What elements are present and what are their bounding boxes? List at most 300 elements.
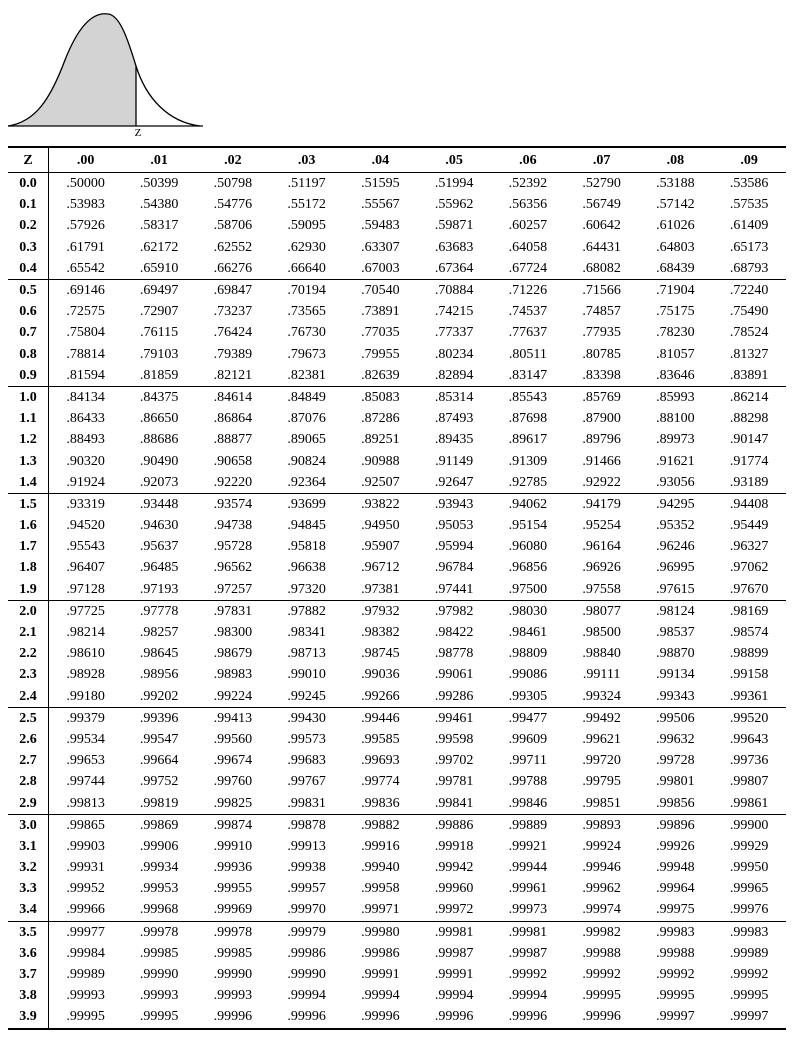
probability-cell: .95994	[434, 539, 474, 555]
probability-cell: .90320	[66, 453, 105, 469]
z-label: Z	[134, 127, 142, 139]
probability-cell: .99996	[196, 1006, 270, 1028]
table-row	[8, 985, 786, 1006]
probability-cell: .95154	[508, 518, 548, 534]
probability-cell: .99979	[270, 921, 344, 943]
probability-cell: .99962	[582, 881, 621, 897]
probability-cell: .63307	[361, 239, 400, 255]
probability-cell: .97982	[417, 600, 491, 622]
probability-cell: .59483	[361, 218, 400, 234]
probability-cell: .98500	[582, 625, 621, 641]
probability-cell: .54380	[139, 197, 179, 213]
table-row	[8, 386, 786, 408]
probability-cell: .99861	[729, 795, 769, 811]
probability-cell: .98713	[287, 646, 326, 662]
z-value-cell: 1.5	[8, 493, 49, 515]
probability-cell: .99985	[139, 945, 179, 961]
probability-cell: .99994	[287, 988, 326, 1004]
probability-cell: .99683	[287, 753, 326, 769]
probability-cell: .94295	[639, 493, 713, 515]
probability-cell: .83398	[582, 367, 621, 383]
probability-cell: .82639	[361, 367, 400, 383]
probability-cell: .99632	[656, 731, 695, 747]
z-value-cell: 1.1	[8, 408, 49, 429]
probability-cell: .99995	[656, 988, 695, 1004]
probability-cell: .75490	[729, 304, 769, 320]
probability-cell: .99856	[656, 795, 695, 811]
probability-cell: .99492	[565, 707, 639, 729]
probability-cell: .98983	[213, 667, 253, 683]
probability-cell: .76730	[287, 325, 326, 341]
probability-cell: .99702	[434, 753, 474, 769]
probability-cell: .94408	[712, 493, 786, 515]
probability-cell: .99996	[417, 1006, 491, 1028]
probability-cell: .99913	[287, 838, 326, 854]
probability-cell: .53983	[66, 197, 105, 213]
table-row	[8, 215, 786, 236]
probability-cell: .85993	[639, 386, 713, 408]
column-header: .06	[491, 147, 565, 173]
probability-cell: .60257	[508, 218, 548, 234]
probability-cell: .99134	[656, 667, 695, 683]
probability-cell: .97558	[582, 581, 621, 597]
probability-cell: .51595	[361, 176, 400, 192]
probability-cell: .86433	[66, 411, 105, 427]
probability-cell: .98214	[66, 625, 105, 641]
probability-cell: .64058	[508, 239, 548, 255]
probability-cell: .98778	[434, 646, 474, 662]
table-row	[8, 857, 786, 878]
probability-cell: .99955	[213, 881, 253, 897]
probability-cell: .96246	[656, 539, 695, 555]
probability-cell: .99446	[344, 707, 418, 729]
probability-cell: .99938	[287, 860, 326, 876]
probability-cell: .99964	[656, 881, 695, 897]
z-value-cell: 0.5	[8, 279, 49, 301]
probability-cell: .81594	[66, 367, 105, 383]
column-header: .03	[270, 147, 344, 173]
probability-cell: .68439	[656, 260, 695, 276]
probability-cell: .99977	[49, 921, 123, 943]
probability-cell: .99990	[139, 967, 179, 983]
probability-cell: .99598	[434, 731, 474, 747]
probability-cell: .99910	[213, 838, 253, 854]
probability-cell: .70540	[344, 279, 418, 301]
probability-cell: .99643	[729, 731, 769, 747]
table-row	[8, 429, 786, 450]
probability-cell: .99801	[656, 774, 695, 790]
probability-cell: .93448	[122, 493, 196, 515]
column-header: .01	[122, 147, 196, 173]
table-row	[8, 408, 786, 429]
probability-cell: .84375	[122, 386, 196, 408]
probability-cell: .55567	[361, 197, 400, 213]
probability-cell: .99990	[287, 967, 326, 983]
z-value-cell: 0.1	[8, 194, 49, 215]
probability-cell: .70194	[270, 279, 344, 301]
probability-cell: .50399	[139, 176, 179, 192]
probability-cell: .99878	[270, 814, 344, 836]
probability-cell: .82894	[434, 367, 474, 383]
probability-cell: .99924	[582, 838, 621, 854]
probability-cell: .99974	[582, 902, 621, 918]
probability-cell: .79103	[139, 346, 179, 362]
probability-cell: .80785	[582, 346, 621, 362]
probability-cell: .89065	[287, 432, 326, 448]
probability-cell: .99952	[66, 881, 105, 897]
probability-cell: .55962	[434, 197, 474, 213]
header-row	[8, 147, 786, 173]
probability-cell: .99993	[139, 988, 179, 1004]
probability-cell: .68082	[582, 260, 621, 276]
probability-cell: .99992	[582, 967, 621, 983]
column-header: .02	[196, 147, 270, 173]
probability-cell: .99971	[361, 902, 400, 918]
probability-cell: .59095	[287, 218, 326, 234]
table-row	[8, 729, 786, 750]
probability-cell: .99573	[287, 731, 326, 747]
z-value-cell: 1.8	[8, 557, 49, 578]
probability-cell: .99929	[729, 838, 769, 854]
probability-cell: .92364	[287, 474, 326, 490]
probability-cell: .98257	[139, 625, 179, 641]
probability-cell: .93574	[196, 493, 270, 515]
z-value-cell: 3.3	[8, 878, 49, 899]
probability-cell: .81859	[139, 367, 179, 383]
probability-cell: .74215	[434, 304, 474, 320]
probability-cell: .59871	[434, 218, 474, 234]
probability-cell: .80511	[508, 346, 547, 362]
table-row	[8, 686, 786, 708]
probability-cell: .86650	[139, 411, 179, 427]
probability-cell: .99965	[729, 881, 769, 897]
probability-cell: .90988	[361, 453, 400, 469]
probability-cell: .84614	[196, 386, 270, 408]
probability-cell: .99111	[582, 667, 621, 683]
probability-cell: .99795	[582, 774, 621, 790]
probability-cell: .85083	[344, 386, 418, 408]
table-row	[8, 194, 786, 215]
probability-cell: .87286	[361, 411, 400, 427]
z-value-cell: 3.4	[8, 899, 49, 921]
probability-cell: .99983	[712, 921, 786, 943]
probability-cell: .99953	[139, 881, 179, 897]
probability-cell: .60642	[582, 218, 621, 234]
probability-cell: .71566	[565, 279, 639, 301]
z-table	[8, 146, 786, 1030]
probability-cell: .95449	[729, 518, 769, 534]
probability-cell: .95352	[656, 518, 695, 534]
probability-cell: .98341	[287, 625, 326, 641]
probability-cell: .96856	[508, 560, 548, 576]
z-value-cell: 0.6	[8, 301, 49, 322]
probability-cell: .52392	[508, 176, 548, 192]
probability-cell: .99461	[417, 707, 491, 729]
probability-cell: .99995	[49, 1006, 123, 1028]
table-row	[8, 899, 786, 921]
probability-cell: .99896	[639, 814, 713, 836]
probability-cell: .97882	[270, 600, 344, 622]
probability-cell: .65173	[729, 239, 769, 255]
z-value-cell: 0.9	[8, 365, 49, 387]
probability-cell: .83646	[656, 367, 695, 383]
probability-cell: .68793	[729, 260, 769, 276]
probability-cell: .86864	[213, 411, 253, 427]
z-value-cell: 3.8	[8, 985, 49, 1006]
probability-cell: .72575	[66, 304, 105, 320]
probability-cell: .63683	[434, 239, 474, 255]
probability-cell: .97441	[434, 581, 474, 597]
z-value-cell: 1.7	[8, 536, 49, 557]
probability-cell: .88877	[213, 432, 253, 448]
probability-cell: .85769	[565, 386, 639, 408]
probability-cell: .99752	[139, 774, 179, 790]
probability-cell: .99774	[361, 774, 400, 790]
probability-cell: .99836	[361, 795, 400, 811]
probability-cell: .97932	[344, 600, 418, 622]
probability-cell: .99989	[66, 967, 105, 983]
probability-cell: .99994	[508, 988, 548, 1004]
probability-cell: .99988	[656, 945, 695, 961]
column-header: .04	[344, 147, 418, 173]
z-value-cell: 1.9	[8, 579, 49, 601]
probability-cell: .89973	[656, 432, 695, 448]
probability-cell: .88298	[729, 411, 769, 427]
probability-cell: .98840	[582, 646, 621, 662]
probability-cell: .64803	[656, 239, 695, 255]
probability-cell: .99981	[491, 921, 565, 943]
probability-cell: .95254	[582, 518, 621, 534]
probability-cell: .99831	[287, 795, 326, 811]
probability-cell: .89796	[582, 432, 621, 448]
table-row	[8, 237, 786, 258]
z-value-cell: 1.2	[8, 429, 49, 450]
table-row	[8, 301, 786, 322]
probability-cell: .89251	[361, 432, 400, 448]
probability-cell: .99996	[491, 1006, 565, 1028]
z-value-cell: 2.1	[8, 622, 49, 643]
probability-cell: .57535	[729, 197, 769, 213]
probability-cell: .98928	[66, 667, 105, 683]
probability-cell: .57142	[656, 197, 695, 213]
probability-cell: .99987	[508, 945, 548, 961]
probability-cell: .72907	[139, 304, 179, 320]
probability-cell: .66640	[287, 260, 326, 276]
probability-cell: .99983	[639, 921, 713, 943]
probability-cell: .69497	[122, 279, 196, 301]
probability-cell: .92785	[508, 474, 548, 490]
table-row	[8, 515, 786, 536]
probability-cell: .99653	[66, 753, 105, 769]
probability-cell: .78814	[66, 346, 105, 362]
probability-cell: .99621	[582, 731, 621, 747]
probability-cell: .99010	[287, 667, 326, 683]
probability-cell: .93699	[270, 493, 344, 515]
probability-cell: .94630	[139, 518, 179, 534]
probability-cell: .91924	[66, 474, 105, 490]
column-header: .08	[639, 147, 713, 173]
z-value-cell: 2.9	[8, 792, 49, 814]
probability-cell: .99813	[66, 795, 105, 811]
probability-cell: .71904	[639, 279, 713, 301]
probability-cell: .66276	[213, 260, 253, 276]
probability-cell: .96562	[213, 560, 253, 576]
probability-cell: .99379	[49, 707, 123, 729]
table-row	[8, 450, 786, 471]
probability-cell: .89617	[508, 432, 548, 448]
z-value-cell: 2.3	[8, 664, 49, 685]
probability-cell: .77337	[434, 325, 474, 341]
probability-cell: .99711	[508, 753, 547, 769]
probability-cell: .92507	[361, 474, 400, 490]
probability-cell: .99993	[213, 988, 253, 1004]
probability-cell: .87493	[434, 411, 474, 427]
table-row	[8, 536, 786, 557]
z-value-cell: 2.7	[8, 750, 49, 771]
probability-cell: .97500	[508, 581, 548, 597]
probability-cell: .99477	[491, 707, 565, 729]
table-row	[8, 258, 786, 280]
probability-cell: .78524	[729, 325, 769, 341]
probability-cell: .99893	[565, 814, 639, 836]
probability-cell: .99846	[508, 795, 548, 811]
probability-cell: .55172	[287, 197, 326, 213]
probability-cell: .97670	[729, 581, 769, 597]
probability-cell: .99957	[287, 881, 326, 897]
probability-cell: .99534	[66, 731, 105, 747]
probability-cell: .81057	[656, 346, 695, 362]
probability-cell: .99728	[656, 753, 695, 769]
z-value-cell: 1.3	[8, 450, 49, 471]
z-value-cell: 0.0	[8, 173, 49, 195]
probability-cell: .99966	[66, 902, 105, 918]
probability-cell: .99674	[213, 753, 253, 769]
probability-cell: .99760	[213, 774, 253, 790]
probability-cell: .85314	[417, 386, 491, 408]
column-header: .07	[565, 147, 639, 173]
probability-cell: .91149	[435, 453, 474, 469]
probability-cell: .99547	[139, 731, 179, 747]
probability-cell: .90147	[729, 432, 769, 448]
probability-cell: .99921	[508, 838, 548, 854]
column-header: .09	[712, 147, 786, 173]
probability-cell: .92073	[139, 474, 179, 490]
table-row	[8, 771, 786, 792]
table-row	[8, 943, 786, 964]
z-value-cell: 1.6	[8, 515, 49, 536]
probability-cell: .99664	[139, 753, 179, 769]
probability-cell: .99996	[270, 1006, 344, 1028]
probability-cell: .61791	[66, 239, 105, 255]
probability-cell: .97381	[361, 581, 400, 597]
probability-cell: .99585	[361, 731, 400, 747]
probability-cell: .93319	[49, 493, 123, 515]
probability-cell: .98745	[361, 646, 400, 662]
z-value-cell: 0.8	[8, 344, 49, 365]
probability-cell: .99266	[361, 688, 400, 704]
probability-cell: .79673	[287, 346, 326, 362]
probability-cell: .99989	[729, 945, 769, 961]
probability-cell: .99978	[122, 921, 196, 943]
probability-cell: .98030	[491, 600, 565, 622]
probability-cell: .94520	[66, 518, 105, 534]
probability-cell: .99960	[434, 881, 474, 897]
z-value-cell: 3.9	[8, 1006, 49, 1028]
table-body	[8, 173, 786, 1029]
probability-cell: .95818	[287, 539, 326, 555]
probability-cell: .94950	[361, 518, 400, 534]
probability-cell: .98899	[729, 646, 769, 662]
probability-cell: .94845	[287, 518, 326, 534]
probability-cell: .99968	[139, 902, 179, 918]
probability-cell: .99720	[582, 753, 621, 769]
table-row	[8, 921, 786, 943]
probability-cell: .86214	[712, 386, 786, 408]
probability-cell: .99992	[729, 967, 769, 983]
table-row	[8, 322, 786, 343]
probability-cell: .97257	[213, 581, 253, 597]
probability-cell: .99975	[656, 902, 695, 918]
probability-cell: .96164	[582, 539, 621, 555]
z-value-cell: 0.7	[8, 322, 49, 343]
probability-cell: .87900	[582, 411, 621, 427]
table-row	[8, 173, 786, 195]
probability-cell: .80234	[434, 346, 474, 362]
probability-cell: .58317	[139, 218, 179, 234]
probability-cell: .87698	[508, 411, 548, 427]
probability-cell: .99413	[196, 707, 270, 729]
probability-cell: .99992	[508, 967, 548, 983]
probability-cell: .57926	[66, 218, 105, 234]
probability-cell: .74537	[508, 304, 548, 320]
probability-cell: .76115	[140, 325, 179, 341]
probability-cell: .98461	[508, 625, 548, 641]
probability-cell: .99900	[712, 814, 786, 836]
z-value-cell: 3.0	[8, 814, 49, 836]
probability-cell: .93056	[656, 474, 695, 490]
table-row	[8, 600, 786, 622]
probability-cell: .99520	[712, 707, 786, 729]
probability-cell: .97193	[139, 581, 179, 597]
normal-curve-figure	[0, 0, 215, 140]
probability-cell: .75804	[66, 325, 105, 341]
probability-cell: .98124	[639, 600, 713, 622]
probability-cell: .99825	[213, 795, 253, 811]
probability-cell: .99819	[139, 795, 179, 811]
z-value-cell: 2.0	[8, 600, 49, 622]
probability-cell: .99936	[213, 860, 253, 876]
z-value-cell: 0.3	[8, 237, 49, 258]
probability-cell: .99997	[712, 1006, 786, 1028]
probability-cell: .67364	[434, 260, 474, 276]
probability-cell: .99994	[361, 988, 400, 1004]
probability-cell: .98382	[361, 625, 400, 641]
probability-cell: .65542	[66, 260, 105, 276]
probability-cell: .99982	[565, 921, 639, 943]
probability-cell: .88493	[66, 432, 105, 448]
z-column-header: Z	[8, 147, 49, 173]
probability-cell: .92220	[213, 474, 253, 490]
probability-cell: .75175	[656, 304, 695, 320]
probability-cell: .99993	[66, 988, 105, 1004]
probability-cell: .69146	[49, 279, 123, 301]
probability-cell: .98809	[508, 646, 548, 662]
table-row	[8, 878, 786, 899]
table-row	[8, 365, 786, 387]
probability-cell: .99980	[344, 921, 418, 943]
probability-cell: .87076	[287, 411, 326, 427]
probability-cell: .82381	[287, 367, 326, 383]
